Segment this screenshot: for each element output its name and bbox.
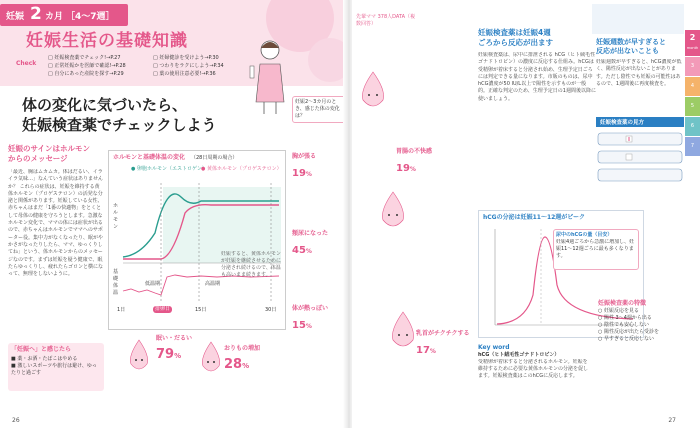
keyword-box [478,344,590,395]
symptom-pct: 15 [292,320,306,331]
feature-item: ○ 陰性でも安心しない [598,322,649,328]
sub-title [596,38,684,56]
test-kit-section [478,28,596,164]
features-title: 妊娠検査薬の特徴 [598,300,647,307]
tip-title: 「妊娠ヘ」と感じたら [11,346,72,353]
symptom-name: 胸が張る [292,153,317,160]
drop-character-icon [126,338,152,374]
phase-high: 高温期 [205,281,221,287]
main-body: 妊娠検査薬は、尿中に排泄される hCG（ヒト絨毛性ゴナドトロピン）の濃度に反応する仕組み。hCGは受精卵が着床すると分泌され始め、生理予定日ごろには判定できる量になります。市販のものは、尿中hCG濃度が50 IU/L以上で陽性を示すものが一般的。正確な判定のため、生理予定日の1週間後以降に使いましょう。 [478,52,596,102]
symptom-pct: 19 [292,168,306,179]
symptom-unit: % [305,171,312,178]
kit-label: 妊娠検査薬の見方 [596,117,684,127]
feature-item: ○ 陽性反応が出たら受診を [598,329,659,335]
drop-character-icon [378,190,408,230]
keyword-title: Key word [478,344,510,351]
section-title-line: からのメッセージ [8,154,68,163]
survey-source [356,14,416,28]
main-title-line: ごろから反応が出ます [478,38,553,47]
symptom-unit: % [305,248,312,255]
hcg-note-title: 尿中のhCGの量（目安） [556,232,613,238]
hormone-chart [108,150,286,330]
symptom-name: 体が熱っぽい [292,305,329,312]
test-kit-illustration [596,129,684,183]
check-item: □ 妊娠検査薬でチェック!→P.27 [48,55,121,61]
symptom-item [292,305,346,332]
sub-body: 妊娠週数が早すぎると、hCG濃度が低く、陽性反応が出ないことがあります。ただし陰性でも妊娠の可能性はあるので、1週間後に再度検査を。 [596,59,682,87]
x-label: 30日 [265,307,277,313]
ylabel-temperature: 基礎体温 [113,269,119,296]
side-tab[interactable]: 6 [685,117,700,136]
side-tab[interactable]: 3 [685,57,700,76]
week-range: ［4～7週］ [66,12,115,22]
side-tab[interactable]: 7 [685,137,700,156]
drop-character-icon [358,70,388,110]
page-number-left: 26 [12,417,20,424]
side-tab-number: 2 [689,33,696,42]
left-page [0,0,346,428]
symptom-column [292,96,346,332]
caption-text: 妊娠2～3カ月のとき、感じた体の変化は？ [295,99,340,119]
check-item: □ 妊婦健診を受けよう→P.30 [153,55,219,61]
section-body: 「最近、胸はムカムカ。体はだるい、イライラ気味…」なんていう症状はありませんか？ これらの症状は、妊娠を維持する黄体ホルモン（プロゲステロン）の活発な分泌と関係があります。妊娠している女性、赤ちゃんはまだ「1番の快適物」をとくとして母体の健康を守ろうとします。急激なホルモン変化で、ママの体には症状が出るので、赤ちゃんはホルモンでママへのサポーター役。集中力がなくなったり、眠がやかさがなったりしたら、ママ、ゆっくりしてね」という、体ホルモンからのメッセージなのです。まずは妊娠を疑う健康で、眠たらゆっくりし、疲れたらゴロンと横になって、無理をしないように。 [8,169,104,278]
symptom-name: 胃腸の不快感 [396,148,433,155]
legend-progesterone: ● 黄体ホルモン（プロゲステロン） [201,166,282,172]
drop-character-icon [388,310,418,350]
symptom-name: 乳首がチクチクする [416,330,470,337]
month-side-tabs [685,30,700,157]
keyword-body: 受精卵が着床すると分泌されるホルモン。妊娠を維持するために必要な黄体ホルモンの分泌を促します。妊娠検査薬はこのhCGに反応します。 [478,359,589,379]
symptom-item [292,153,346,180]
symptom-pct: 28 [224,357,243,372]
check-item: □ 自分にあった産院を探す→P.29 [48,71,124,77]
section-title-line: 妊娠のサインはホルモン [8,144,90,153]
symptom-name: 眠い・だるい [156,335,193,342]
right-page [352,0,700,428]
side-tab[interactable]: 4 [685,77,700,96]
symptom-unit: % [174,352,182,360]
month-text: カ月 [45,12,64,22]
check-label: Check [16,60,37,67]
tip-box [8,343,104,391]
month-label: 妊娠 [6,12,25,22]
symptom-pct: 79 [156,347,175,362]
hormone-curves [121,173,283,313]
main-title-line: 妊娠検査薬は妊娠4週 [478,28,551,37]
sub-title-line: 反応が出ないことも [596,47,659,55]
symptom-unit: % [409,166,416,173]
symptom-pct: 17 [416,345,430,356]
x-label: 15日 [195,307,207,313]
hcg-note-body: 妊娠4週ごろから急激に増加し、妊娠11～12週ごろに最も多くなります。 [556,239,635,259]
feature-item: ○ 陽性 3～4週から出る [598,315,652,321]
tip-item: ■ 激しいスポーツや旅行は避け、ゆったりと過ごす [11,363,97,376]
x-label: 1日 [117,307,126,313]
symptom-item [416,330,476,357]
top-note [592,4,684,34]
symptom-pct: 19 [396,163,410,174]
symptom-item [292,230,346,257]
check-item: □ つわりをラクにしよう→P.34 [153,63,224,69]
symptom-unit: % [429,348,436,355]
drop-character-icon [198,340,224,376]
symptom-unit: % [305,323,312,330]
side-tab-active[interactable] [685,30,700,56]
headline [22,95,217,135]
side-tab[interactable]: 5 [685,97,700,116]
chart-subtitle: （28日周期の場合） [191,155,238,161]
ylabel-hormone: ホルモン [113,203,119,230]
check-item: □ 葉の使用注意必要!→P.36 [153,71,216,77]
feature-item: ○ 早すぎると反応しない [598,336,654,342]
main-title [478,28,596,48]
symptom-value [224,353,274,372]
sub-title-line: 妊娠週数が早すぎると [596,38,666,46]
section-title [8,144,104,164]
side-tab-sub: month [686,46,699,50]
month-number: 2 [30,4,42,24]
page-title: 妊娠生活の基礎知識 [26,31,188,51]
x-label-ovulation: 排卵日 [155,306,171,312]
features-box [598,300,684,343]
page-number-right: 27 [668,417,676,424]
survey-caption [292,96,346,123]
check-item: □ 正常妊娠かを医師で確認!→P.28 [48,63,126,69]
pregnant-woman-illustration [246,36,294,116]
chart-title: ホルモンと基礎体温の変化 [113,154,186,161]
tip-item: ■ 薬・お酒・たばこはやめる [11,356,78,362]
source-text: 先輩ママ 378人DATA（複数回答） [356,14,416,27]
symptom-name: おりもの増加 [224,345,261,352]
symptom-name: 頻尿になった [292,230,329,237]
legend-estrogen: ● 卵胞ホルモン（エストロゲン） [131,166,207,172]
hcg-chart-title: hCGの分泌は妊娠11～12週がピーク [483,214,586,221]
chart-note: 妊娠すると、黄体ホルモンが妊娠を継続させるために分泌され続けるので、体温も高いまま続きます。 [221,251,282,278]
headline-line: 体の変化に気づいたら、 [22,96,188,114]
symptom-pct: 45 [292,245,306,256]
symptom-item [396,148,466,175]
symptom-unit: % [242,362,250,370]
hormone-section [8,144,104,391]
headline-line: 妊娠検査薬でチェックしよう [22,116,217,134]
early-week-section [596,38,684,187]
symptom-item [224,345,274,372]
feature-item: ○ 妊娠反応を見る [598,308,639,314]
phase-low: 低温期 [145,281,161,287]
month-tab [0,4,128,26]
keyword-subtitle: hCG（ヒト絨毛性ゴナドトロピン） [478,352,560,358]
hcg-note [553,229,639,270]
